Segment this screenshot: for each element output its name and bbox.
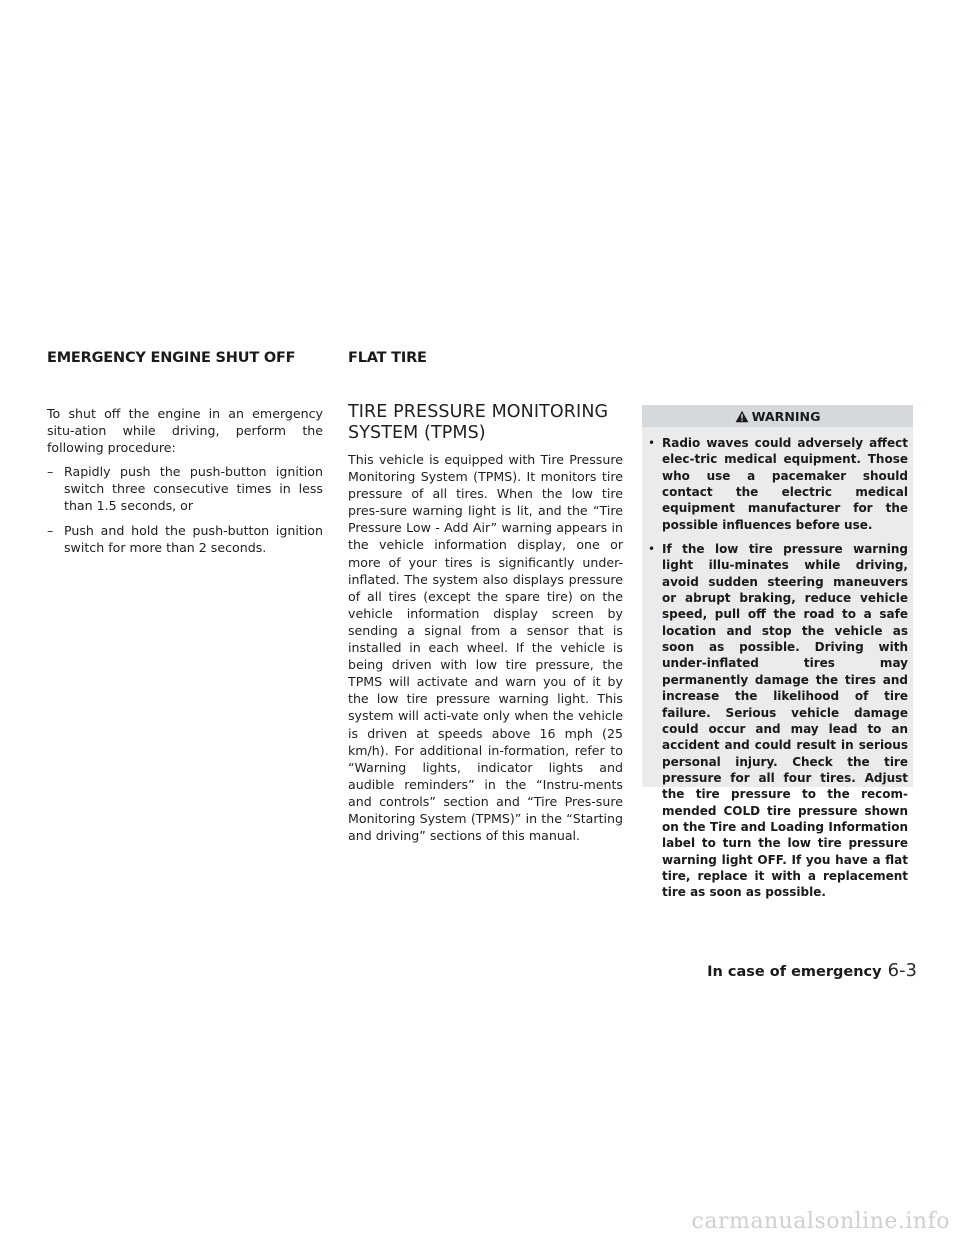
warning-label: WARNING bbox=[751, 408, 821, 424]
procedure-item bbox=[47, 463, 323, 514]
left-section-heading: EMERGENCY ENGINE SHUT OFF bbox=[47, 350, 296, 366]
warning-triangle-icon bbox=[735, 410, 749, 423]
procedure-item-text: Push and hold the push-button ignition switch for more than 2 seconds. bbox=[64, 522, 323, 555]
bullet-marker: • bbox=[648, 436, 656, 450]
dash-marker: – bbox=[47, 464, 54, 480]
left-column bbox=[47, 405, 323, 563]
middle-column bbox=[348, 402, 623, 844]
dash-marker: – bbox=[47, 522, 54, 538]
tpms-body: This vehicle is equipped with Tire Pressure Monitoring System (TPMS). It monitors tire pressure of all tires. When the low tire pres-sure warning light is lit, and the “Tire Pressure Low - Add Air” warning appears in the vehicle information display, one or more of your tires is significantly under-inflated. The system also displays pressure of all tires (except the spare tire) on the vehicle information display screen by sending a signal from a sensor that is installed in each wheel. If the vehicle is being driven with low tire pressure, the TPMS will activate and warn you of it by the low tire pressure warning light. This system will acti-vate only when the vehicle is driven at speeds above 16 mph (25 km/h). For additional in-formation, refer to “Warning lights, indicator lights and audible reminders” in the “Instru-ments and controls” section and “Tire Pres-sure Monitoring System (TPMS)” in the “Starting and driving” sections of this manual. bbox=[348, 452, 623, 844]
page-footer bbox=[707, 960, 917, 981]
warning-box bbox=[642, 405, 913, 900]
right-section-heading: FLAT TIRE bbox=[348, 350, 427, 366]
intro-paragraph: To shut off the engine in an emergency situ-ation while driving, perform the following procedure: bbox=[47, 406, 323, 456]
warning-list bbox=[642, 427, 913, 901]
procedure-item bbox=[47, 522, 323, 556]
warning-item bbox=[648, 541, 908, 901]
watermark: carmanualsonline.info bbox=[691, 1209, 950, 1234]
bullet-marker: • bbox=[648, 542, 656, 557]
footer-section-name: In case of emergency bbox=[707, 964, 882, 980]
tpms-title: TIRE PRESSURE MONITORING SYSTEM (TPMS) bbox=[348, 402, 609, 443]
warning-item-text: Radio waves could adversely affect elec-tric medical equipment. Those who use a pacemaker should contact the electric medical equipment manufacturer for the possible influences before use. bbox=[662, 436, 908, 532]
page-number: 6-3 bbox=[887, 960, 917, 981]
procedure-list bbox=[47, 463, 323, 555]
warning-header bbox=[642, 405, 913, 427]
procedure-item-text: Rapidly push the push-button ignition switch three consecutive times in less than 1.5 seconds, or bbox=[64, 464, 323, 514]
warning-item-text: If the low tire pressure warning light illu-minates while driving, avoid sudden steering maneuvers or abrupt braking, reduce vehicle speed, pull off the road to a safe location and stop the vehicle as soon as possible. Driving with under-inflated tires may permanently damage the tires and increase the likelihood of tire failure. Serious vehicle damage could occur and may lead to an accident and could result in serious personal injury. Check the tire pressure for all four tires. Adjust the tire pressure to the recom-mended COLD tire pressure shown on the Tire and Loading Information label to turn the low tire pressure warning light OFF. If you have a flat tire, replace it with a replacement tire as soon as possible. bbox=[662, 542, 908, 900]
warning-item bbox=[648, 435, 908, 533]
